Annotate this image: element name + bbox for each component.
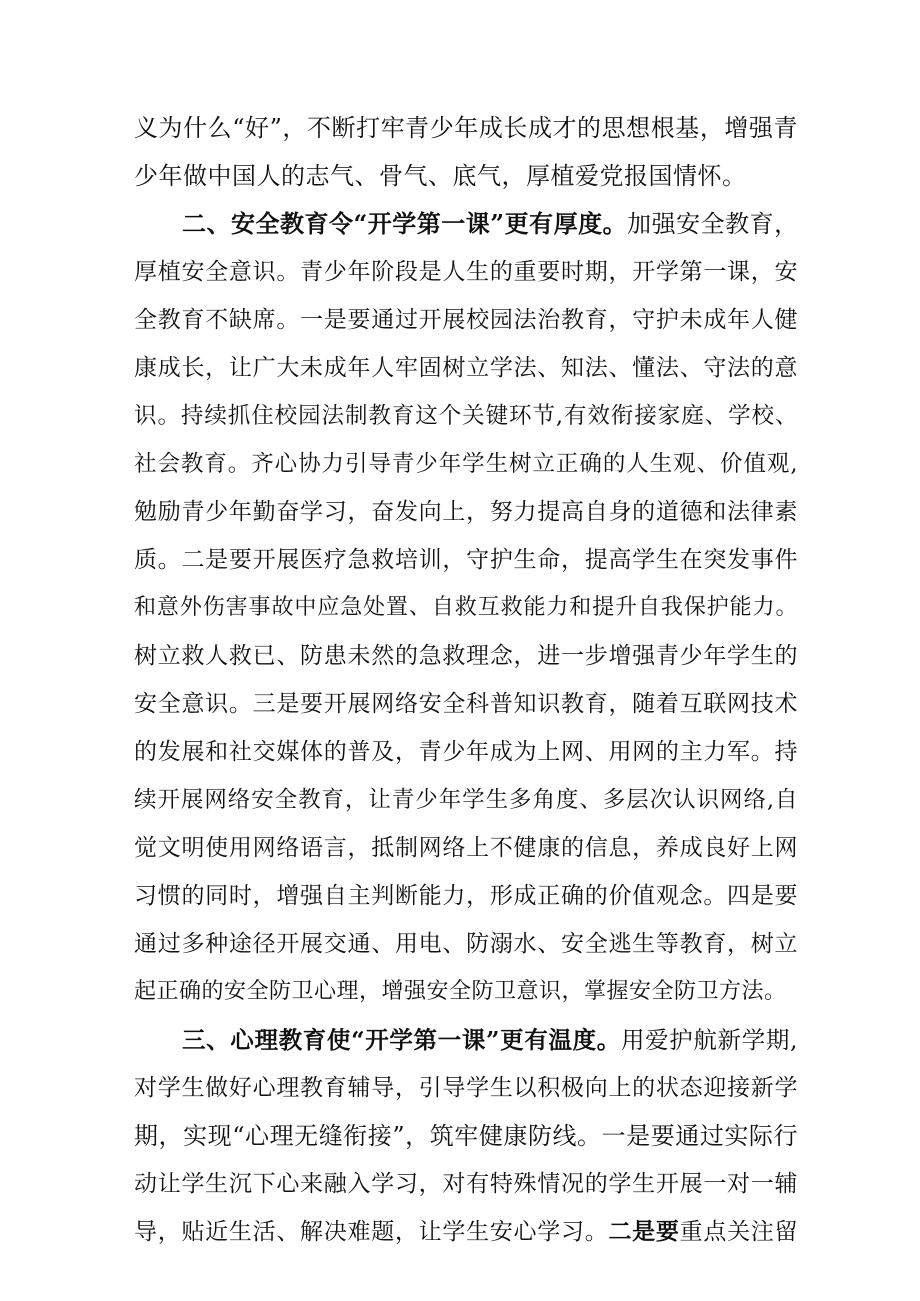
text-line: 续开展网络安全教育，让青少年学生多角度、多层次认识网络,自 xyxy=(134,787,798,813)
text-line: 全教育不缺席。一是要通过开展校园法治教育，守护未成年人健 xyxy=(134,307,798,333)
text-span: 导，贴近生活、解决难题，让学生安心学习。 xyxy=(134,1219,609,1245)
text-line: 和意外伤害事故中应急处置、自救互救能力和提升自我保护能力。 xyxy=(134,595,798,620)
text-line: 义为什么“好”，不断打牢青少年成长成才的思想根基，增强青 xyxy=(134,114,798,142)
section-heading-line xyxy=(182,208,798,240)
section-heading-line xyxy=(182,1024,798,1056)
section-heading: 二、安全教育令“开学第一课”更有厚度。 xyxy=(182,209,628,238)
text-line: 勉励青少年勤奋学习，奋发向上，努力提高自身的道德和法律素 xyxy=(134,499,798,525)
text-line: 觉文明使用网络语言，抵制网络上不健康的信息，养成良好上网 xyxy=(134,835,798,861)
text-line: 通过多种途径开展交通、用电、防溺水、安全逃生等教育，树立 xyxy=(134,931,798,957)
text-line: 识。持续抓住校园法制教育这个关键环节,有效衔接家庭、学校、 xyxy=(134,403,798,429)
heading-continuation: 加强安全教育， xyxy=(627,210,799,238)
text-line: 起正确的安全防卫心理，增强安全防卫意识，掌握安全防卫方法。 xyxy=(134,979,787,1004)
text-span: 重点关注留 xyxy=(679,1219,799,1245)
text-line: 期，实现“心理无缝衔接”，筑牢健康防线。一是要通过实际行 xyxy=(134,1122,798,1150)
section-heading: 三、心理教育使“开学第一课”更有温度。 xyxy=(182,1026,621,1054)
text-line: 树立救人救已、防患未然的急救理念，进一步增强青少年学生的 xyxy=(134,643,798,669)
text-line: 习惯的同时，增强自主判断能力，形成正确的价值观念。四是要 xyxy=(134,883,798,909)
text-line: 质。二是要开展医疗急救培训，守护生命，提高学生在突发事件 xyxy=(134,547,798,573)
text-line: 社会教育。齐心协力引导青少年学生树立正确的人生观、价值观, xyxy=(134,451,798,477)
text-line: 康成长，让广大未成年人牢固树立学法、知法、懂法、守法的意 xyxy=(134,355,798,381)
text-line: 少年做中国人的志气、骨气、底气，厚植爱党报国情怀。 xyxy=(134,162,747,190)
text-line: 厚植安全意识。青少年阶段是人生的重要时期，开学第一课，安 xyxy=(134,259,798,285)
text-line: 对学生做好心理教育辅导，引导学生以积极向上的状态迎接新学 xyxy=(134,1075,798,1101)
text-line: 动让学生沉下心来融入学习，对有特殊情况的学生开展一对一辅 xyxy=(134,1171,798,1197)
emphasis-span: 二是要 xyxy=(608,1218,680,1245)
text-line: 的发展和社交媒体的普及，青少年成为上网、用网的主力军。持 xyxy=(134,739,798,765)
text-line xyxy=(134,1216,798,1248)
heading-continuation: 用爱护航新学期, xyxy=(620,1026,798,1054)
text-line: 安全意识。三是要开展网络安全科普知识教育，随着互联网技术 xyxy=(134,691,798,717)
